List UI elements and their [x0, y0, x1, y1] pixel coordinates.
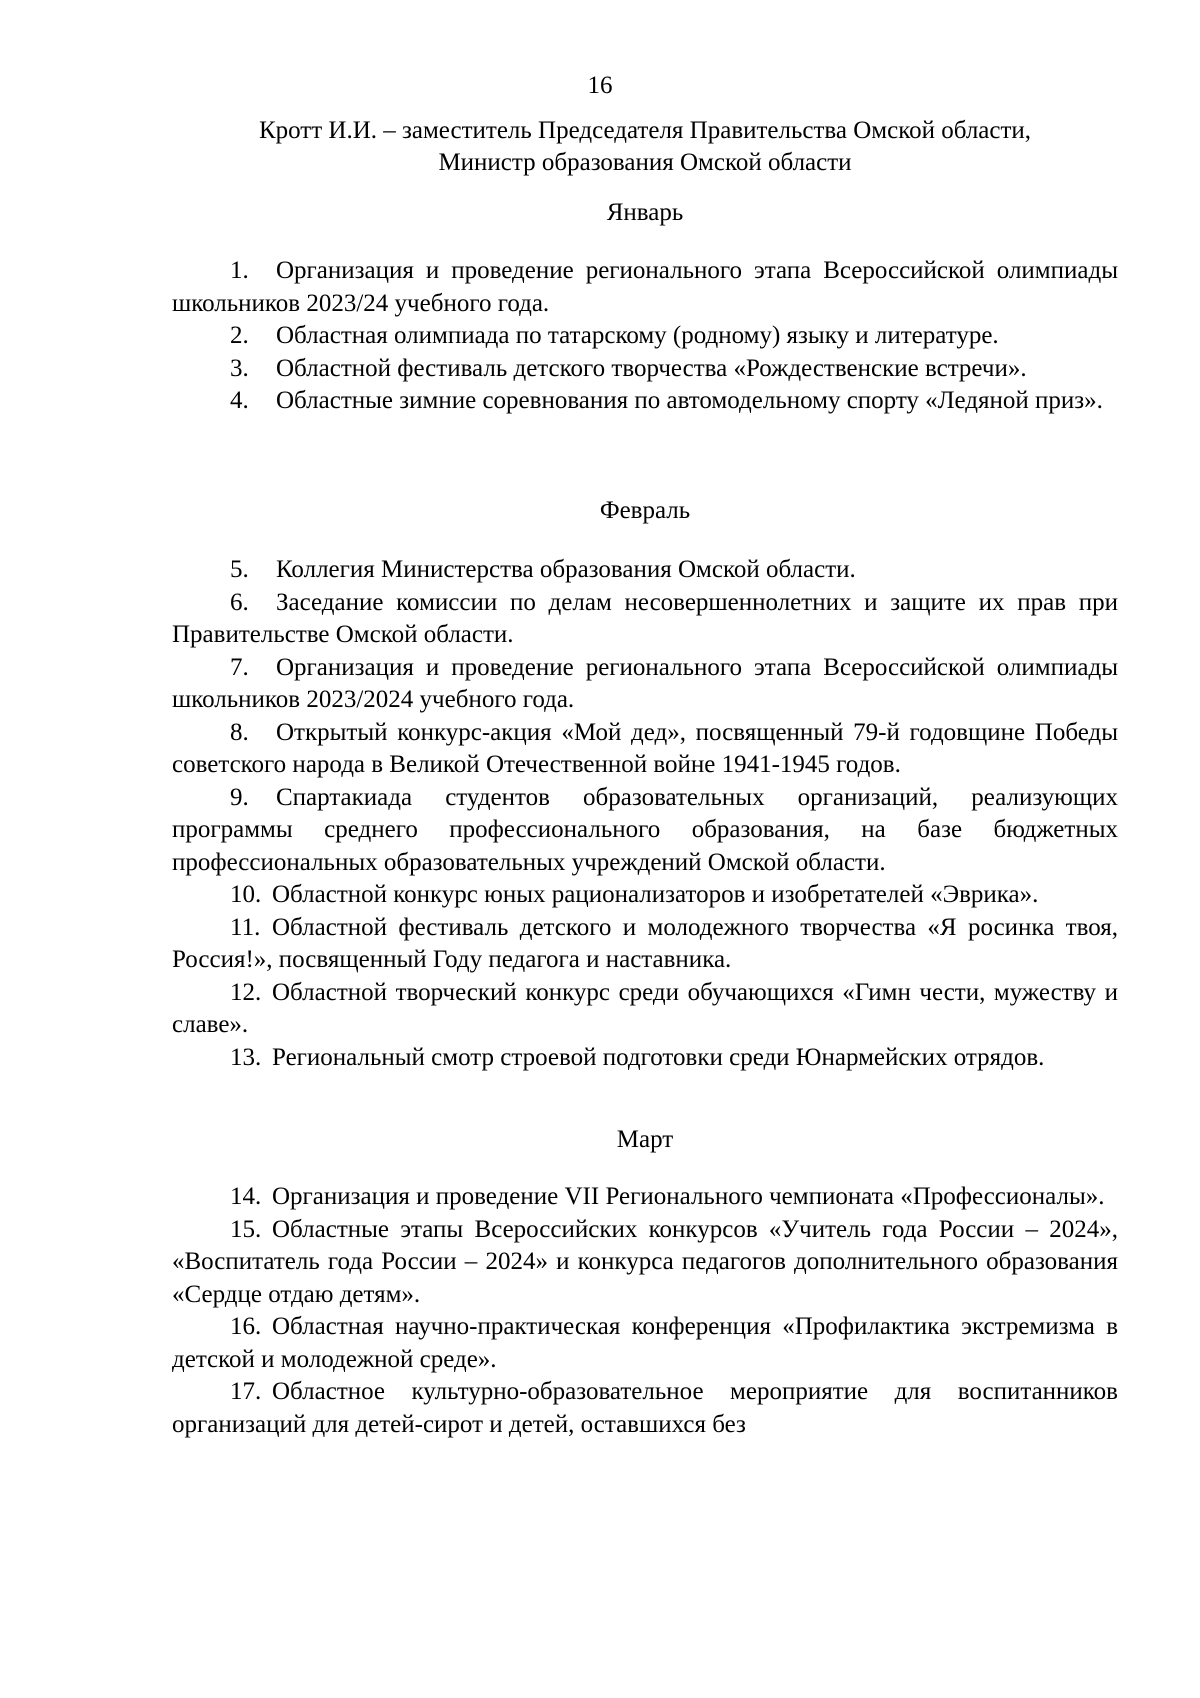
list-item: 1. Организация и проведение регионального этапа Всероссийской олимпиады школьников 2023/24 учебного года. — [172, 257, 1118, 317]
list-item: 2. Областная олимпиада по татарскому (родному) языку и литературе. — [230, 322, 999, 349]
list-item: 5. Коллегия Министерства образования Омской области. — [230, 556, 856, 583]
items-list-february — [172, 554, 1118, 1074]
page-number: 16 — [587, 72, 613, 99]
list-item: 14. Организация и проведение VII Регионального чемпионата «Профессионалы». — [230, 1183, 1105, 1210]
list-item: 13. Региональный смотр строевой подготовки среди Юнармейских отрядов. — [230, 1043, 1045, 1071]
list-item: 6. Заседание комиссии по делам несовершеннолетних и защите их прав при Правительстве Омской области. — [172, 588, 1118, 648]
list-item: 4. Областные зимние соревнования по автомодельному спорту «Ледяной приз». — [230, 387, 1103, 414]
list-item: 10. Областной конкурс юных рационализаторов и изобретателей «Эврика». — [230, 881, 1039, 908]
header-line-1: Кротт И.И. – заместитель Председателя Правительства Омской области, — [258, 117, 1032, 144]
items-list-january — [172, 255, 1118, 418]
list-item: 11. Областной фестиваль детского и молодежного творчества «Я росинка твоя, Россия!», посвященный Году педагога и наставника. — [172, 913, 1118, 973]
list-item: 17. Областное культурно-образовательное мероприятие для воспитанников организаций для детей-сирот и детей, оставшихся без — [172, 1378, 1118, 1438]
document-header — [172, 115, 1118, 179]
list-item: 16. Областная научно-практическая конференция «Профилактика экстремизма в детской и молодежной среде». — [172, 1313, 1118, 1373]
month-heading-february: Февраль — [599, 497, 691, 524]
list-item: 9. Спартакиада студентов образовательных организаций, реализующих программы среднего профессионального образования, на базе бюджетных профессиональных образовательных учреждений Омской области. — [172, 783, 1118, 876]
list-item: 12. Областной творческий конкурс среди обучающихся «Гимн чести, мужеству и славе». — [172, 978, 1118, 1038]
list-item: 7. Организация и проведение регионального этапа Всероссийской олимпиады школьников 2023/2024 учебного года. — [172, 653, 1118, 713]
list-item: 15. Областные этапы Всероссийских конкурсов «Учитель года России – 2024», «Воспитатель года России – 2024» и конкурса педагогов дополнительного образования «Сердце отдаю детям». — [172, 1215, 1118, 1308]
items-list-march — [172, 1181, 1118, 1441]
month-heading-january: Январь — [606, 199, 684, 226]
list-item: 8. Открытый конкурс-акция «Мой дед», посвященный 79-й годовщине Победы советского народа в Великой Отечественной войне 1941-1945 годов. — [172, 718, 1118, 778]
header-line-2: Министр образования Омской области — [438, 149, 852, 176]
month-heading-march: Март — [616, 1126, 674, 1153]
list-item: 3. Областной фестиваль детского творчества «Рождественские встречи». — [230, 354, 1027, 382]
